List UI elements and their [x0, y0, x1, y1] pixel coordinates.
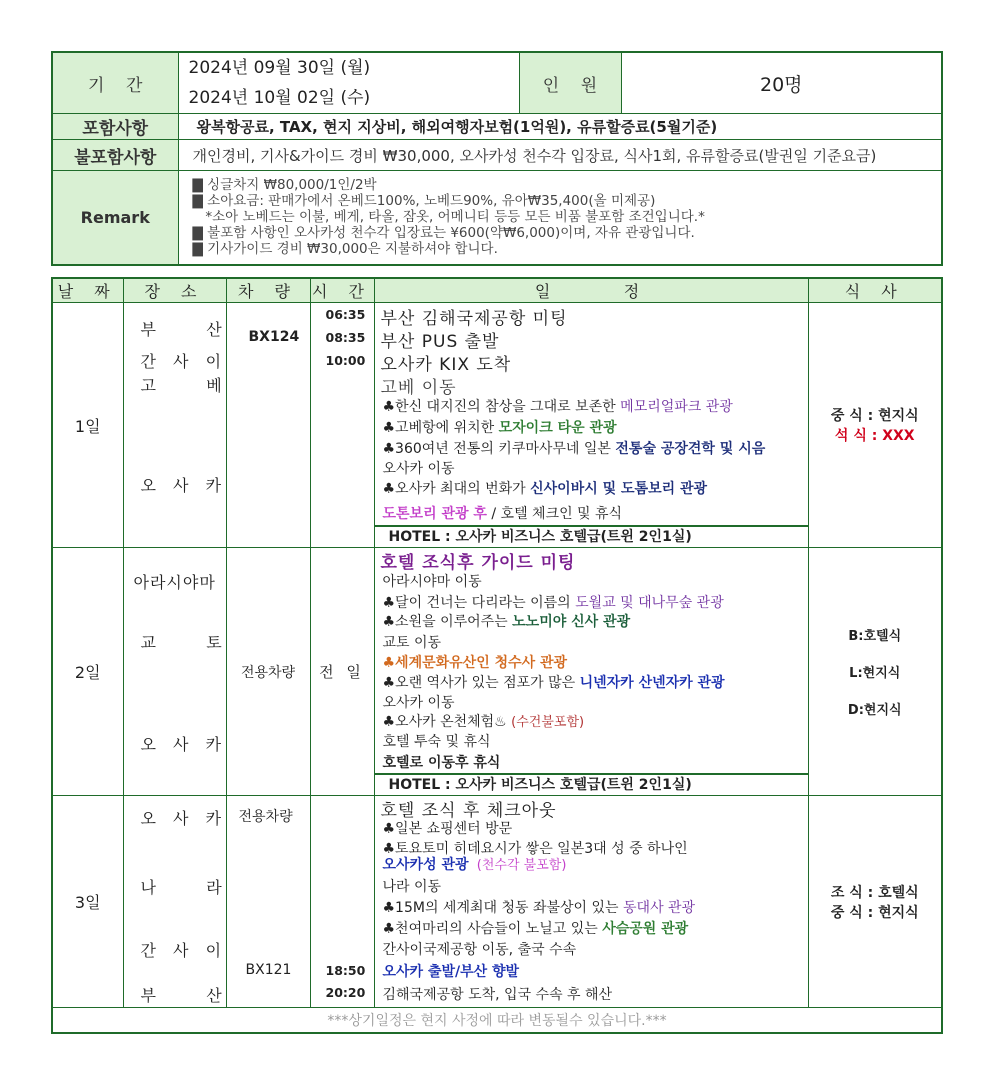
day3-times	[310, 796, 374, 1008]
schedule-table	[51, 277, 943, 1034]
day2-label: 2일	[52, 548, 123, 796]
place: 교 토	[140, 633, 228, 652]
itinerary-text: ♣천여마리의 사슴들이 노닐고 있는	[382, 921, 603, 937]
day1-hotel: HOTEL : 오사카 비즈니스 호텔급(트윈 2인1실)	[375, 525, 808, 547]
itinerary-line	[383, 854, 567, 874]
day2-hotel: HOTEL : 오사카 비즈니스 호텔급(트윈 2인1실)	[375, 773, 808, 795]
itinerary-highlight: 메모리얼파크 관광	[620, 399, 733, 415]
itinerary-highlight: 모자이크 타운 관광	[498, 420, 617, 436]
itinerary-line: 부산 김해국제공항 미팅	[380, 309, 568, 329]
time: 18:50	[325, 963, 366, 978]
remark-line: ▇ 싱글차지 ₩80,000/1인/2박	[192, 177, 377, 194]
day2-itinerary	[374, 548, 808, 796]
itinerary-line: 나라 이동	[382, 879, 442, 895]
header-meal: 식 사	[808, 278, 942, 303]
itinerary-text: ♣오사카 온천체험♨	[382, 714, 512, 730]
itinerary-line: 교토 이동	[382, 635, 442, 651]
itinerary-text: ♣달이 건너는 다리라는 이름의	[382, 595, 576, 611]
day2-vehicle: 전용차량	[226, 548, 310, 796]
itinerary-highlight: (수건불포함)	[511, 715, 585, 730]
itinerary-text: ♣15M의 세계최대 청동 좌불상이 있는	[382, 900, 624, 916]
itinerary-line	[383, 592, 724, 612]
time: 20:20	[325, 985, 366, 1000]
itinerary-text: ♣소원을 이루어주는	[382, 614, 513, 630]
itinerary-line: 오사카 이동	[382, 695, 455, 711]
itinerary-text: ♣오사카 최대의 번화가	[382, 481, 531, 497]
place: 간 사 이	[140, 941, 228, 960]
place: 오 사 카	[140, 735, 228, 754]
header-date: 날 짜	[52, 278, 123, 303]
itinerary-line	[383, 611, 631, 631]
header-place: 장 소	[123, 278, 226, 303]
remark-line: *소아 노베드는 이불, 베게, 타올, 잠옷, 어메니티 등등 모든 비품 불포함 조건입니다.*	[192, 209, 705, 226]
itinerary-line: 호텔 조식 후 체크아웃	[380, 801, 557, 821]
itinerary-highlight: 오사카성 관광	[382, 857, 469, 873]
place: 고 베	[140, 376, 228, 395]
excluded-value: 개인경비, 기사&가이드 경비 ₩30,000, 오사카성 천수각 입장료, 식사1회, 유류할증료(발권일 기준요금)	[178, 140, 942, 171]
day3-itinerary	[374, 796, 808, 1008]
itinerary-highlight: 도톤보리 관광 후	[382, 506, 487, 522]
footer-row	[52, 1008, 942, 1034]
meal-lunch: 중 식 : 현지식	[830, 408, 919, 424]
day1-times	[310, 303, 374, 548]
meal-lunch: L:현지식	[849, 666, 901, 681]
flight-number: BX121	[245, 962, 292, 978]
itinerary-line	[383, 438, 766, 458]
itinerary-highlight: 신사이바시 및 도톰보리 관광	[530, 481, 708, 497]
header-itinerary-text: 일 정	[534, 282, 648, 301]
itinerary-line: 호텔 투숙 및 휴식	[382, 734, 491, 750]
day1-places	[123, 303, 226, 548]
day1-row	[52, 303, 942, 548]
time: 06:35	[325, 307, 366, 322]
day2-places	[123, 548, 226, 796]
itinerary-note: (천수각 불포함)	[468, 858, 567, 873]
period-end: 2024년 10월 02일 (수)	[188, 88, 371, 108]
itinerary-line	[383, 417, 617, 437]
day2-row	[52, 548, 942, 796]
day1-label: 1일	[52, 303, 123, 548]
remark-line: ▇ 소아요금: 판매가에서 온베드100%, 노베드90%, 유아₩35,400(올 미제공)	[192, 193, 656, 210]
day2-time: 전 일	[310, 548, 374, 796]
itinerary-highlight: 사슴공원 관광	[602, 921, 689, 937]
remark-line: ▇ 불포함 사항인 오사카성 천수각 입장료는 ¥600(약₩6,000)이며, 자유 관광입니다.	[192, 225, 695, 242]
itinerary-line: 오사카 KIX 도착	[380, 355, 512, 375]
place: 오 사 카	[140, 476, 228, 495]
flight-number: BX124	[248, 329, 300, 345]
included-label: 포함사항	[52, 114, 178, 140]
day2-meals	[808, 548, 942, 796]
place: 오 사 카	[140, 809, 228, 828]
itinerary-line: ♣토요토미 히데요시가 쌓은 일본3대 성 중 하나인	[382, 841, 688, 857]
itinerary-text: ♣한신 대지진의 참상을 그대로 보존한	[382, 399, 621, 415]
remark-body	[178, 171, 942, 265]
meal-breakfast: 조 식 : 호텔식	[830, 884, 919, 901]
period-value	[178, 52, 519, 114]
itinerary-line: 호텔로 이동후 휴식	[382, 755, 501, 771]
remark-line: ▇ 기사가이드 경비 ₩30,000은 지불하셔야 합니다.	[192, 241, 498, 258]
itinerary-highlight: 동대사 관광	[623, 900, 696, 916]
place: 아라시야마	[133, 573, 216, 592]
vehicle: 전용차량	[238, 809, 293, 825]
day3-vehicle	[226, 796, 310, 1008]
itinerary-line: ♣세계문화유산인 청수사 관광	[382, 655, 568, 671]
day3-row	[52, 796, 942, 1008]
itinerary-line: 오사카 이동	[382, 461, 455, 477]
itinerary-text: ♣고베항에 위치한	[382, 420, 499, 436]
day1-vehicle	[226, 303, 310, 548]
meal-dinner: 석 식 : XXX	[834, 428, 915, 444]
meal-dinner: D:현지식	[847, 703, 902, 718]
day1-itinerary	[374, 303, 808, 548]
itinerary-line	[383, 672, 725, 692]
place: 나 라	[140, 878, 228, 897]
footer-note: ***상기일정은 현지 사정에 따라 변동될수 있습니다.***	[52, 1008, 942, 1034]
header-time: 시 간	[310, 278, 374, 303]
excluded-label: 불포함사항	[52, 140, 178, 171]
trip-info-table	[51, 51, 943, 266]
itinerary-highlight: 노노미야 신사 관광	[512, 614, 631, 630]
place: 부 산	[140, 320, 228, 339]
place: 간 사 이	[140, 352, 228, 371]
people-label-text: 인 원	[542, 75, 598, 96]
itinerary-line	[383, 396, 733, 416]
meal-breakfast: B:호텔식	[848, 629, 902, 644]
itinerary-highlight: 전통술 공장견학 및 시음	[615, 441, 766, 457]
itinerary-line	[383, 503, 623, 523]
itinerary-line	[383, 897, 696, 917]
day3-meals	[808, 796, 942, 1008]
itinerary-highlight: 도월교 및 대나무숲 관광	[575, 595, 724, 611]
itinerary-text: ♣360여년 전통의 키쿠마사무네 일본	[382, 441, 616, 457]
itinerary-line: 김해국제공항 도착, 입국 수속 후 해산	[382, 987, 613, 1003]
itinerary-line: 오사카 출발/부산 향발	[382, 964, 520, 980]
people-value: 20명	[621, 52, 942, 114]
itinerary-line: 부산 PUS 출발	[380, 332, 500, 352]
period-label	[52, 52, 178, 114]
itinerary-text: / 호텔 체크인 및 휴식	[486, 506, 623, 522]
header-itinerary	[374, 278, 808, 303]
itinerary-line: 아라시야마 이동	[382, 574, 482, 590]
itinerary-line	[383, 711, 585, 731]
day1-meals	[808, 303, 942, 548]
itinerary-line: 호텔 조식후 가이드 미팅	[380, 553, 576, 573]
time: 10:00	[325, 353, 366, 368]
remark-label: Remark	[52, 171, 178, 265]
included-value: 왕복항공료, TAX, 현지 지상비, 해외여행자보험(1억원), 유류할증료(5월기준)	[178, 114, 942, 140]
period-label-text: 기 간	[88, 75, 143, 96]
itinerary-text: ♣오랜 역사가 있는 점포가 많은	[382, 675, 580, 691]
people-label	[519, 52, 621, 114]
itinerary-line	[383, 918, 689, 938]
day3-label: 3일	[52, 796, 123, 1008]
schedule-header-row	[52, 278, 942, 303]
itinerary-highlight: 니넨자카 산넨자카 관광	[579, 675, 725, 691]
itinerary-line	[383, 478, 708, 498]
meal-lunch: 중 식 : 현지식	[830, 904, 919, 921]
itinerary-line: 간사이국제공항 이동, 출국 수속	[382, 942, 577, 958]
itinerary-line: ♣일본 쇼핑센터 방문	[382, 821, 513, 837]
period-start: 2024년 09월 30일 (월)	[188, 58, 371, 78]
header-vehicle: 차 량	[226, 278, 310, 303]
itinerary-line: 고베 이동	[380, 378, 457, 398]
day3-places	[123, 796, 226, 1008]
place: 부 산	[140, 986, 228, 1005]
time: 08:35	[325, 330, 366, 345]
